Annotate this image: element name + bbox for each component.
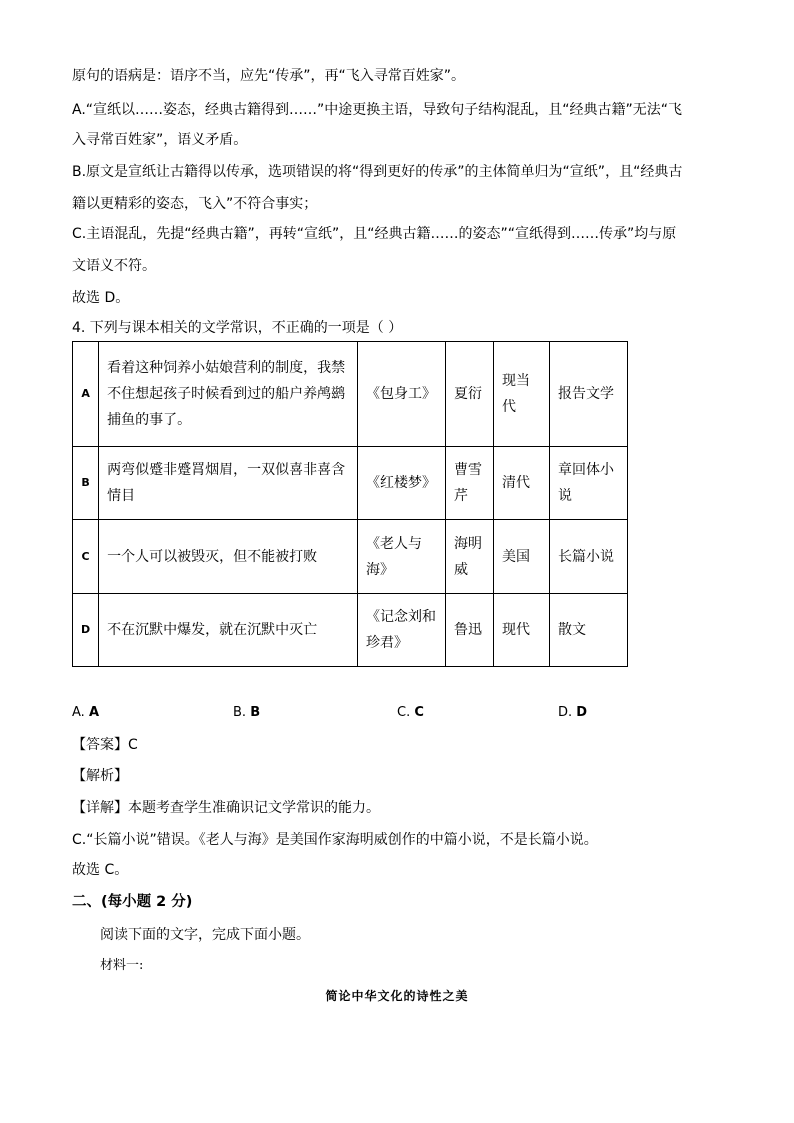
analysis-line: B.原文是宣纸让古籍得以传承，选项错误的将“得到更好的传承”的主体简单归为“宣纸”，且“经典古: [72, 164, 683, 180]
row-genre: 长篇小说: [549, 520, 627, 594]
row-letter: D: [73, 594, 99, 667]
option-b: B. B: [233, 705, 261, 720]
row-work: 《记念刘和珍君》: [358, 594, 446, 667]
material-label: 材料一:: [100, 958, 144, 973]
row-work: 《红楼梦》: [358, 447, 446, 520]
answer-line: 【答案】C: [72, 737, 138, 753]
row-work: 《包身工》: [358, 342, 446, 447]
analysis-line: 故选 D。: [72, 290, 130, 306]
row-author: 曹雪芹: [446, 447, 494, 520]
row-work: 《老人与海》: [358, 520, 446, 594]
question-stem: 4. 下列与课本相关的文学常识，不正确的一项是（ ）: [72, 320, 403, 336]
row-era: 清代: [494, 447, 550, 520]
choice-line: 故选 C。: [72, 862, 129, 878]
section-instruction: 阅读下面的文字，完成下面小题。: [100, 927, 310, 943]
analysis-heading: 【解析】: [72, 768, 128, 784]
row-letter: B: [73, 447, 99, 520]
row-genre: 散文: [549, 594, 627, 667]
analysis-line: A.“宣纸以……姿态，经典古籍得到……”中途更换主语，导致句子结构混乱，且“经典古籍”无法“飞: [72, 102, 683, 118]
row-era: 现代: [494, 594, 550, 667]
table-row: [73, 594, 628, 667]
option-c: C. C: [397, 705, 424, 720]
row-quote: 看着这种饲养小姑娘营利的制度，我禁不住想起孩子时候看到过的船户养鸬鹚捕鱼的事了。: [99, 342, 358, 447]
row-quote: 不在沉默中爆发，就在沉默中灭亡: [99, 594, 358, 667]
table-row: [73, 520, 628, 594]
option-a: A. A: [72, 705, 99, 720]
detail-line: 【详解】本题考查学生准确识记文学常识的能力。: [72, 800, 380, 816]
row-era: 现当代: [494, 342, 550, 447]
table-row: [73, 447, 628, 520]
article-title: 简论中华文化的诗性之美: [325, 989, 469, 1003]
row-genre: 报告文学: [549, 342, 627, 447]
analysis-line: 籍以更精彩的姿态，飞入”不符合事实；: [72, 196, 318, 212]
table-row: [73, 342, 628, 447]
row-author: 海明威: [446, 520, 494, 594]
analysis-line: 文语义不符。: [72, 258, 156, 274]
row-genre: 章回体小说: [549, 447, 627, 520]
row-era: 美国: [494, 520, 550, 594]
literature-table: [72, 341, 628, 667]
row-quote: 一个人可以被毁灭，但不能被打败: [99, 520, 358, 594]
explanation-line: C.“长篇小说”错误。《老人与海》是美国作家海明威创作的中篇小说，不是长篇小说。: [72, 832, 598, 848]
row-letter: C: [73, 520, 99, 594]
row-letter: A: [73, 342, 99, 447]
section-heading: 二、(每小题 2 分): [72, 894, 193, 910]
analysis-line: 入寻常百姓家”，语义矛盾。: [72, 132, 248, 148]
option-d: D. D: [558, 705, 588, 720]
row-author: 夏衍: [446, 342, 494, 447]
row-author: 鲁迅: [446, 594, 494, 667]
analysis-line: C.主语混乱，先提“经典古籍”，再转“宣纸”，且“经典古籍……的姿态”“宣纸得到……传承”均与原: [72, 226, 677, 242]
row-quote: 两弯似蹙非蹙罥烟眉，一双似喜非喜含情目: [99, 447, 358, 520]
analysis-line: 原句的语病是：语序不当，应先“传承”，再“飞入寻常百姓家”。: [72, 68, 466, 84]
